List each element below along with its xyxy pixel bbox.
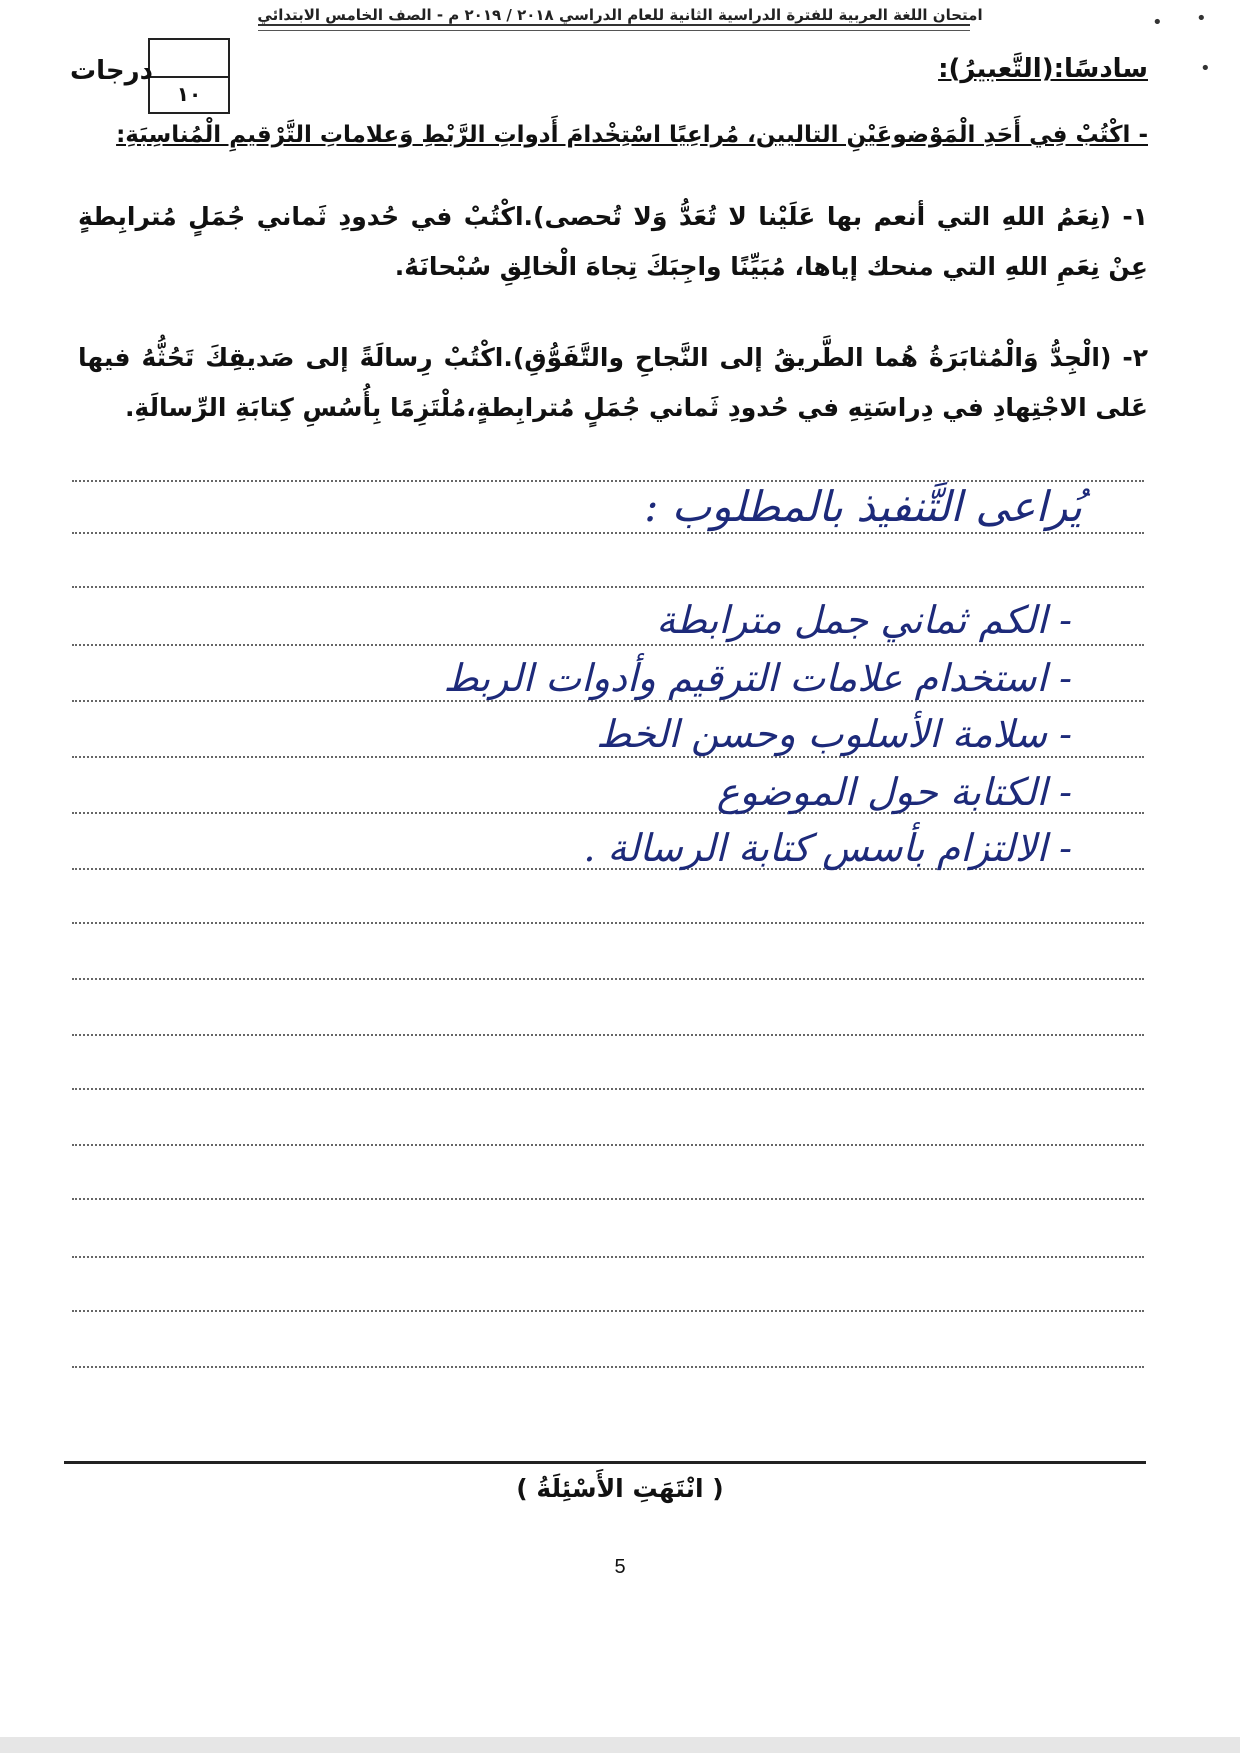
scan-mark-dot: • — [1200, 58, 1211, 79]
scan-bottom-edge — [0, 1737, 1240, 1753]
handwritten-item: - الالتزام بأسس كتابة الرسالة . — [583, 826, 1072, 870]
score-label: درجات — [70, 56, 153, 86]
scan-mark-dot: • — [1196, 8, 1207, 29]
writing-line[interactable] — [72, 644, 1144, 646]
handwritten-item: - الكم ثماني جمل مترابطة — [656, 598, 1072, 642]
writing-line[interactable] — [72, 700, 1144, 702]
handwritten-title: يُراعى التَّنفيذ بالمطلوب : — [644, 482, 1082, 531]
question-2: ٢- (الْجِدُّ وَالْمُثابَرَةُ هُما الطَّريقُ إلى النَّجاحِ والتَّفَوُّقِ).اكْتُبْ رِسالَةً إلى صَديقِكَ تَحُثُّهُ فيها عَلى الاجْتِهادِ في دِراسَتِهِ في حُدودِ ثَماني جُمَلٍ مُترابِطةٍ،مُلْتَزِمًا بِأُسُسِ كِتابَةِ الرِّسالَةِ. — [78, 343, 1148, 422]
handwritten-item: - سلامة الأسلوب وحسن الخط — [596, 712, 1072, 756]
section-title: سادسًا:(التَّعبيرُ): — [938, 54, 1148, 84]
writing-line[interactable] — [72, 978, 1144, 980]
writing-line[interactable] — [72, 756, 1144, 758]
end-of-questions: ( انْتَهَتِ الأَسْئِلَةُ ) — [516, 1474, 724, 1503]
section-instruction: - اكْتُبْ فِي أَحَدِ الْمَوْضوعَيْنِ التاليين، مُراعِيًا اسْتِخْدامَ أَدواتِ الرَّبْطِ وَعلاماتِ التَّرْقيمِ الْمُناسِبَةِ: — [116, 122, 1148, 148]
writing-line[interactable] — [72, 1310, 1144, 1312]
footer-rule — [64, 1461, 1146, 1464]
exam-header: امتحان اللغة العربية للفترة الدراسية الثانية للعام الدراسي ٢٠١٨ / ٢٠١٩ م - الصف الخامس الابتدائي — [257, 6, 983, 24]
writing-line[interactable] — [72, 1198, 1144, 1200]
page-number: 5 — [614, 1556, 626, 1578]
writing-line[interactable] — [72, 1034, 1144, 1036]
writing-line[interactable] — [72, 1256, 1144, 1258]
writing-line[interactable] — [72, 922, 1144, 924]
handwritten-item: - الكتابة حول الموضوع — [716, 770, 1072, 814]
writing-line[interactable] — [72, 586, 1144, 588]
writing-line[interactable] — [72, 1366, 1144, 1368]
writing-line[interactable] — [72, 532, 1144, 534]
scan-mark-dot: • — [1152, 12, 1163, 33]
writing-line[interactable] — [72, 1088, 1144, 1090]
score-value: ١٠ — [176, 82, 202, 106]
writing-line[interactable] — [72, 1144, 1144, 1146]
handwritten-item: - استخدام علامات الترقيم وأدوات الربط — [443, 656, 1072, 700]
question-1: ١- (نِعَمُ اللهِ التي أنعم بها عَلَيْنا لا تُعَدُّ وَلا تُحصى).اكْتُبْ في حُدودِ ثَماني جُمَلٍ مُترابِطةٍ عِنْ نِعَمِ اللهِ التي منحك إياها، مُبَيِّنًا واجِبَكَ تِجاهَ الْخالِقِ سُبْحانَهُ. — [78, 202, 1148, 281]
